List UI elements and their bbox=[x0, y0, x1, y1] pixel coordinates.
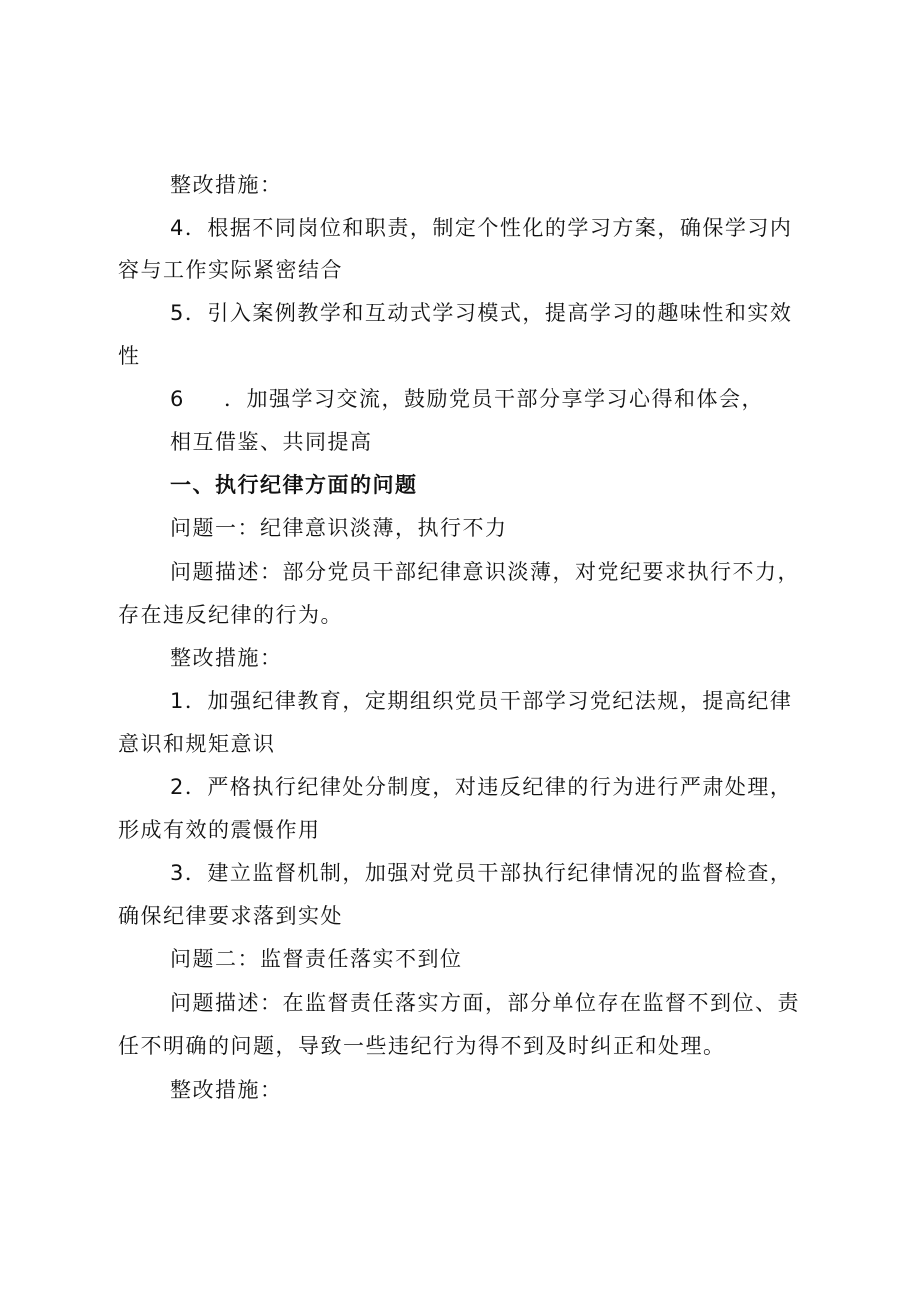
measure-3-line-1: 3．建立监督机制，加强对党员干部执行纪律情况的监督检查， bbox=[170, 861, 793, 885]
measure-3-line-2: 确保纪律要求落到实处 bbox=[118, 904, 343, 928]
section-heading-discipline: 一、执行纪律方面的问题 bbox=[170, 473, 418, 497]
problem-1-description-line-2: 存在违反纪律的行为。 bbox=[118, 603, 343, 627]
measure-4-line-2: 容与工作实际紧密结合 bbox=[118, 258, 343, 282]
measure-1-line-2: 意识和规矩意识 bbox=[118, 732, 276, 756]
heading-rectification-measures: 整改措施： bbox=[170, 173, 283, 197]
measure-5-line-1: 5．引入案例教学和互动式学习模式，提高学习的趣味性和实效 bbox=[170, 301, 793, 325]
problem-2-description-line-1: 问题描述：在监督责任落实方面，部分单位存在监督不到位、责 bbox=[170, 991, 800, 1015]
measure-6-number: 6 bbox=[170, 387, 184, 411]
heading-rectification-measures-2: 整改措施： bbox=[170, 646, 283, 670]
measure-6-line-2: 相互借鉴、共同提高 bbox=[170, 430, 373, 454]
heading-rectification-measures-3: 整改措施： bbox=[170, 1078, 283, 1102]
problem-1-title: 问题一：纪律意识淡薄，执行不力 bbox=[170, 516, 508, 540]
measure-1-line-1: 1．加强纪律教育，定期组织党员干部学习党纪法规，提高纪律 bbox=[170, 689, 793, 713]
measure-2-line-2: 形成有效的震慑作用 bbox=[118, 818, 321, 842]
problem-2-title: 问题二：监督责任落实不到位 bbox=[170, 947, 463, 971]
measure-4-line-1: 4．根据不同岗位和职责，制定个性化的学习方案，确保学习内 bbox=[170, 216, 793, 240]
problem-2-description-line-2: 任不明确的问题，导致一些违纪行为得不到及时纠正和处理。 bbox=[118, 1034, 726, 1058]
measure-2-line-1: 2．严格执行纪律处分制度，对违反纪律的行为进行严肃处理， bbox=[170, 775, 793, 799]
measure-6-line-1: ．加强学习交流，鼓励党员干部分享学习心得和体会， bbox=[224, 387, 764, 411]
problem-1-description-line-1: 问题描述：部分党员干部纪律意识淡薄，对党纪要求执行不力， bbox=[170, 560, 800, 584]
measure-5-line-2: 性 bbox=[118, 344, 141, 368]
